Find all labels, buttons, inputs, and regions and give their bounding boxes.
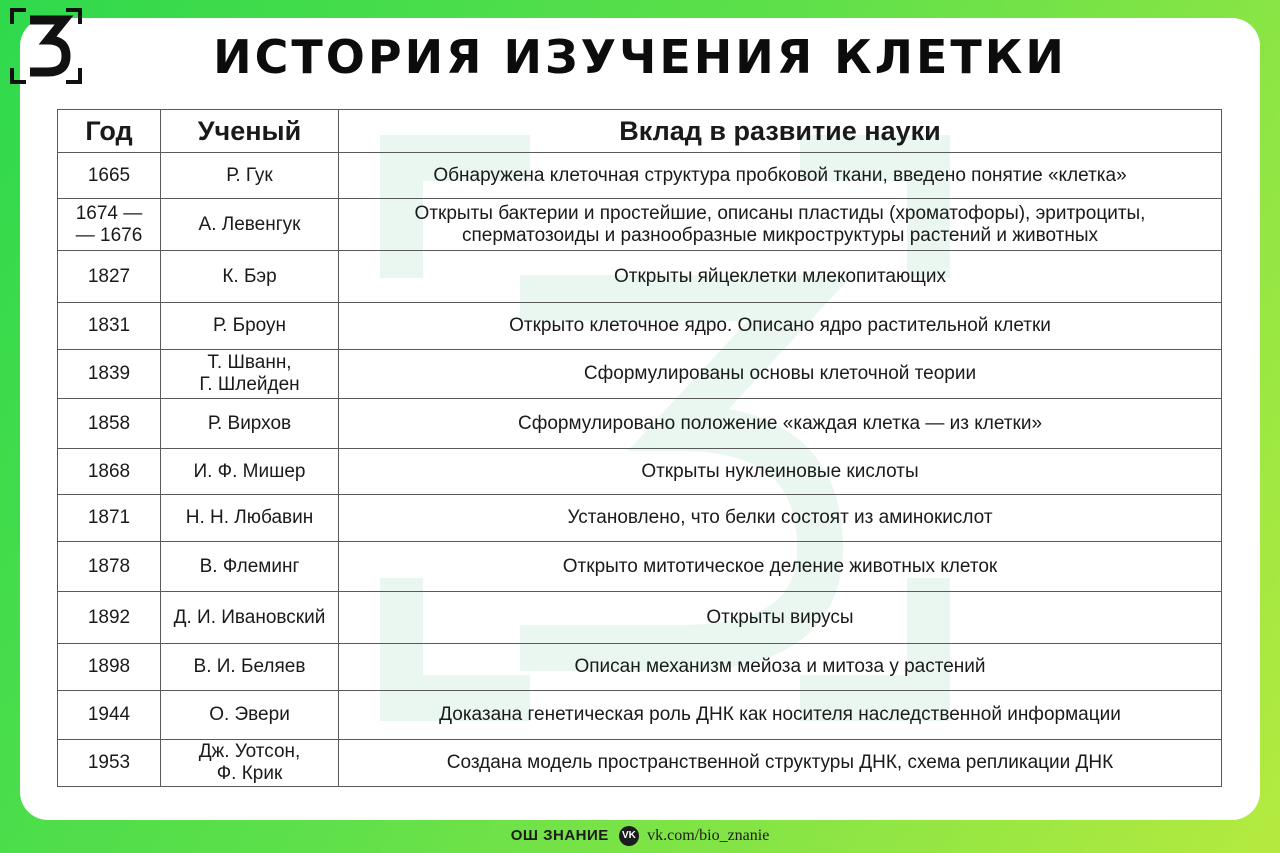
cell-year: 1827 <box>58 251 161 303</box>
cell-scientist: К. Бэр <box>161 251 339 303</box>
cell-contribution: Описан механизм мейоза и митоза у растений <box>339 644 1222 691</box>
table-row <box>58 399 1222 449</box>
cell-year: 1665 <box>58 153 161 199</box>
cell-year: 1839 <box>58 350 161 399</box>
cell-scientist: Д. И. Ивановский <box>161 592 339 644</box>
cell-contribution: Сформулировано положение «каждая клетка — из клетки» <box>339 399 1222 449</box>
table-row <box>58 449 1222 495</box>
cell-contribution: Создана модель пространственной структуры ДНК, схема репликации ДНК <box>339 740 1222 787</box>
vk-icon: VK <box>619 826 639 846</box>
cell-scientist: И. Ф. Мишер <box>161 449 339 495</box>
header-contribution: Вклад в развитие науки <box>339 110 1222 153</box>
cell-contribution: Обнаружена клеточная структура пробковой ткани, введено понятие «клетка» <box>339 153 1222 199</box>
table-row <box>58 740 1222 787</box>
header-scientist: Ученый <box>161 110 339 153</box>
table-row <box>58 495 1222 542</box>
table-row <box>58 251 1222 303</box>
history-table <box>57 109 1222 787</box>
cell-contribution: Установлено, что белки состоят из аминокислот <box>339 495 1222 542</box>
cell-year: 1892 <box>58 592 161 644</box>
cell-year: 1878 <box>58 542 161 592</box>
footer-link[interactable]: vk.com/bio_znanie <box>647 826 770 844</box>
cell-scientist: О. Эвери <box>161 691 339 740</box>
cell-scientist: Р. Броун <box>161 303 339 350</box>
cell-year: 1858 <box>58 399 161 449</box>
cell-year: 1868 <box>58 449 161 495</box>
cell-scientist: Р. Вирхов <box>161 399 339 449</box>
cell-year: 1674 — — 1676 <box>58 199 161 251</box>
table-row <box>58 350 1222 399</box>
table-row <box>58 592 1222 644</box>
cell-scientist: Дж. Уотсон, Ф. Крик <box>161 740 339 787</box>
cell-contribution: Открыты бактерии и простейшие, описаны пластиды (хроматофоры), эритроциты, сперматозоиды и разнообразные микроструктуры растений и животных <box>339 199 1222 251</box>
header-year: Год <box>58 110 161 153</box>
footer <box>0 826 1280 846</box>
table-header-row <box>58 110 1222 153</box>
cell-contribution: Доказана генетическая роль ДНК как носителя наследственной информации <box>339 691 1222 740</box>
table-row <box>58 199 1222 251</box>
table-row <box>58 303 1222 350</box>
cell-contribution: Открыты яйцеклетки млекопитающих <box>339 251 1222 303</box>
cell-scientist: А. Левенгук <box>161 199 339 251</box>
cell-contribution: Открыто клеточное ядро. Описано ядро растительной клетки <box>339 303 1222 350</box>
cell-year: 1898 <box>58 644 161 691</box>
cell-year: 1871 <box>58 495 161 542</box>
cell-year: 1944 <box>58 691 161 740</box>
cell-contribution: Открыты вирусы <box>339 592 1222 644</box>
cell-scientist: Н. Н. Любавин <box>161 495 339 542</box>
cell-contribution: Открыты нуклеиновые кислоты <box>339 449 1222 495</box>
cell-scientist: Т. Шванн, Г. Шлейден <box>161 350 339 399</box>
table-row <box>58 542 1222 592</box>
cell-scientist: Р. Гук <box>161 153 339 199</box>
cell-year: 1831 <box>58 303 161 350</box>
cell-contribution: Сформулированы основы клеточной теории <box>339 350 1222 399</box>
cell-contribution: Открыто митотическое деление животных клеток <box>339 542 1222 592</box>
table-row <box>58 691 1222 740</box>
page-title: ИСТОРИЯ ИЗУЧЕНИЯ КЛЕТКИ <box>213 30 1067 84</box>
cell-scientist: В. И. Беляев <box>161 644 339 691</box>
cell-year: 1953 <box>58 740 161 787</box>
cell-scientist: В. Флеминг <box>161 542 339 592</box>
table-row <box>58 153 1222 199</box>
table-row <box>58 644 1222 691</box>
footer-brand: ОШ ЗНАНИЕ <box>510 826 609 844</box>
